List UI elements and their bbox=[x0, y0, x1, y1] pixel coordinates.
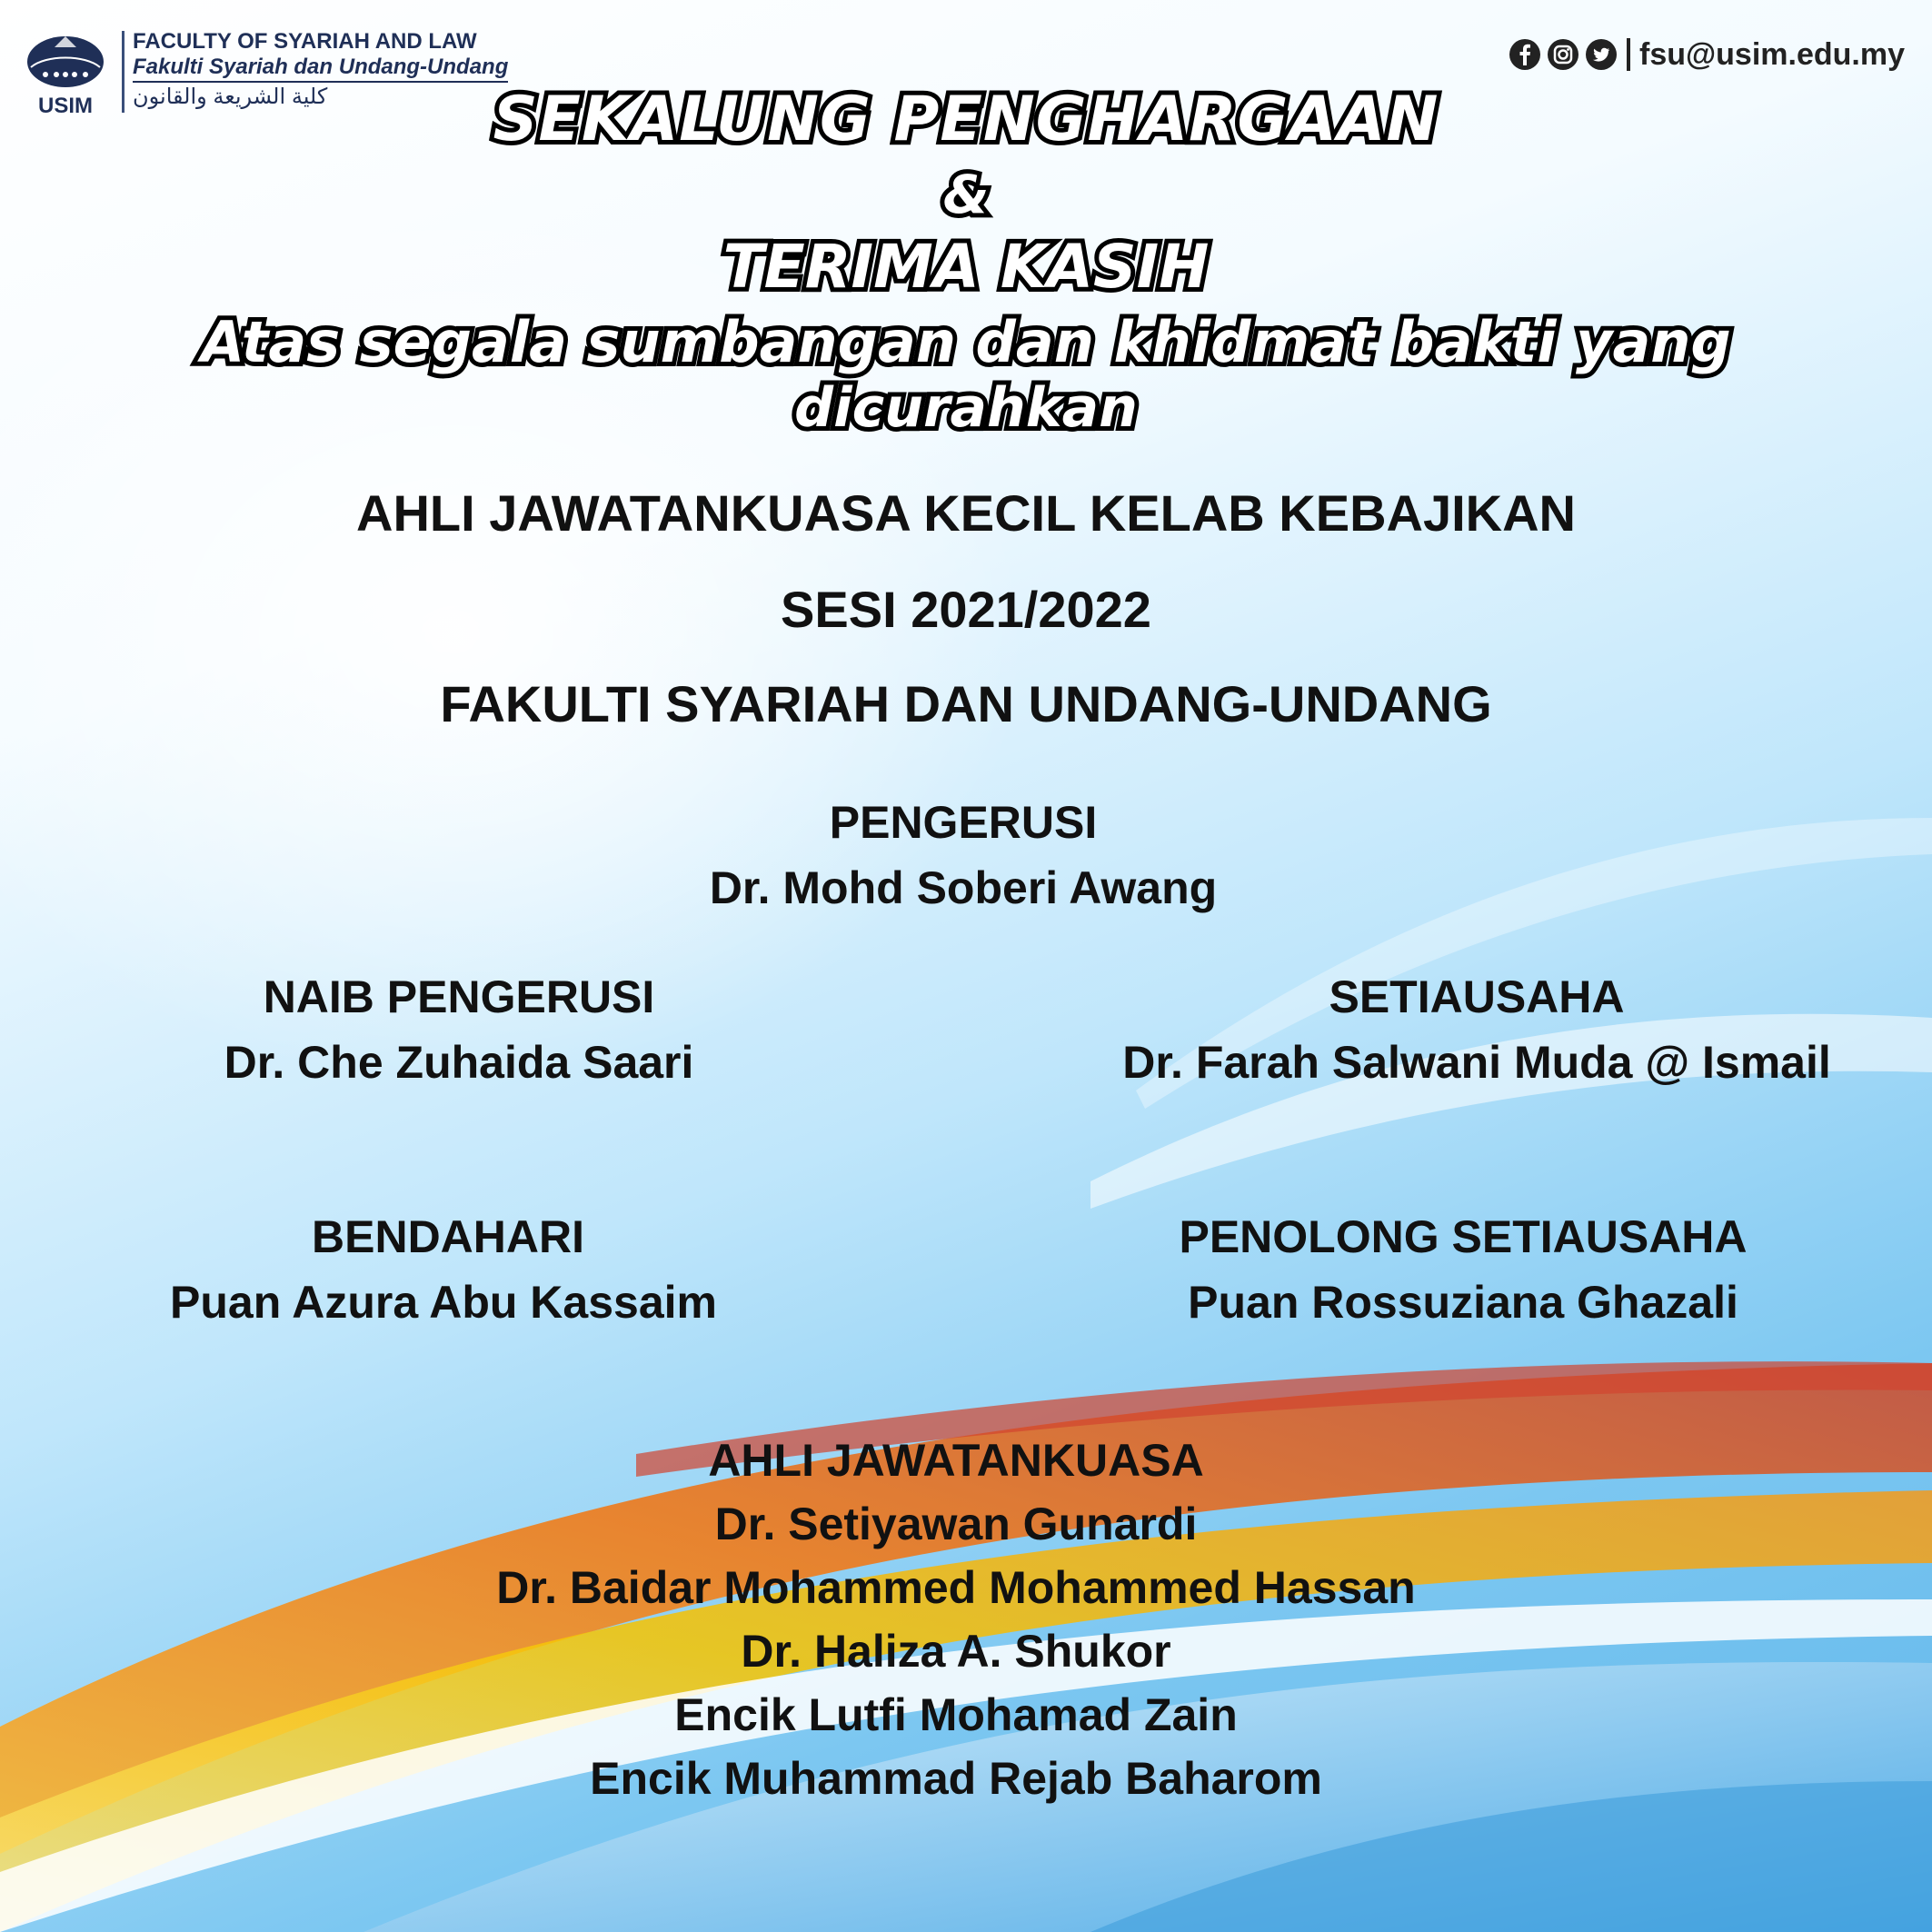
logo-line-malay: Fakulti Syariah dan Undang-Undang bbox=[133, 55, 508, 83]
member-name: Dr. Haliza A. Shukor bbox=[741, 1626, 1171, 1677]
treasurer-name: Puan Azura Abu Kassaim bbox=[169, 1277, 718, 1328]
assistant-secretary-name: Puan Rossuziana Ghazali bbox=[1188, 1277, 1738, 1328]
title-line-5: dicurahkan bbox=[794, 376, 1138, 440]
faculty-heading: FAKULTI SYARIAH DAN UNDANG-UNDANG bbox=[440, 675, 1492, 732]
social-separator bbox=[1627, 38, 1630, 71]
members-label: AHLI JAWATANKUASA bbox=[708, 1435, 1204, 1486]
secretary-label: SETIAUSAHA bbox=[1329, 971, 1625, 1022]
contact-email[interactable]: fsu@usim.edu.my bbox=[1639, 36, 1905, 72]
session-heading: SESI 2021/2022 bbox=[781, 581, 1151, 638]
social-bar bbox=[1509, 35, 1905, 75]
chair-name: Dr. Mohd Soberi Awang bbox=[709, 862, 1218, 913]
svg-text:USIM: USIM bbox=[38, 94, 93, 118]
assistant-secretary-label: PENOLONG SETIAUSAHA bbox=[1179, 1211, 1748, 1262]
title-ampersand: & bbox=[942, 164, 990, 225]
member-name: Dr. Setiyawan Gunardi bbox=[714, 1499, 1198, 1549]
committee-heading: AHLI JAWATANKUASA KECIL KELAB KEBAJIKAN bbox=[356, 484, 1576, 542]
title-line-3: TERIMA KASIH bbox=[722, 232, 1210, 302]
twitter-icon[interactable] bbox=[1585, 38, 1618, 71]
chair-label: PENGERUSI bbox=[829, 797, 1098, 848]
facebook-icon[interactable] bbox=[1509, 38, 1541, 71]
vice-chair-label: NAIB PENGERUSI bbox=[263, 971, 655, 1022]
member-name: Encik Muhammad Rejab Baharom bbox=[590, 1753, 1322, 1804]
instagram-icon[interactable] bbox=[1547, 38, 1579, 71]
member-name: Encik Lutfi Mohamad Zain bbox=[674, 1689, 1238, 1740]
secretary-name: Dr. Farah Salwani Muda @ Ismail bbox=[1122, 1037, 1831, 1088]
treasurer-label: BENDAHARI bbox=[312, 1211, 584, 1262]
logo-line-english: FACULTY OF SYARIAH AND LAW bbox=[133, 29, 477, 54]
logo-line-arabic: كلية الشريعة والقانون bbox=[133, 85, 328, 109]
title-line-4: Atas segala sumbangan dan khidmat bakti yang bbox=[201, 309, 1731, 375]
member-name: Dr. Baidar Mohammed Mohammed Hassan bbox=[496, 1562, 1416, 1613]
title-line-1: SEKALUNG PENGHARGAAN bbox=[493, 84, 1439, 155]
vice-chair-name: Dr. Che Zuhaida Saari bbox=[224, 1037, 694, 1088]
